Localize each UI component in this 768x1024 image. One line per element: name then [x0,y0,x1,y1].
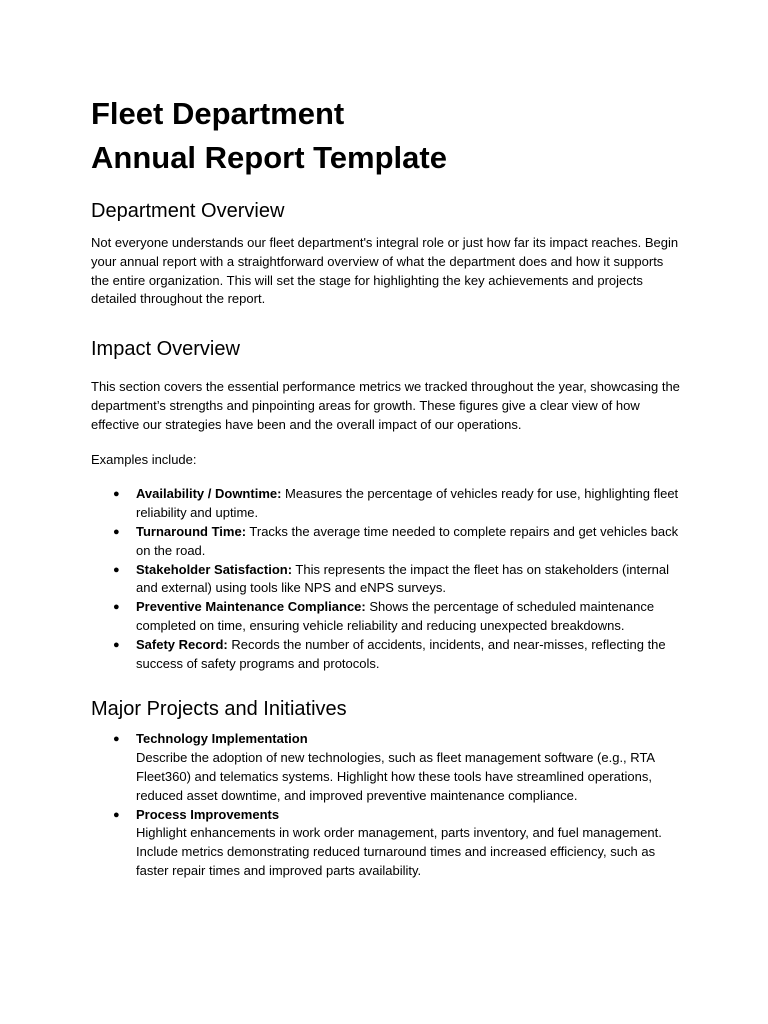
list-item-term: Safety Record: [136,636,228,652]
list-item-term: Stakeholder Satisfaction: [136,561,293,577]
list-item-text: Tracks the average time needed to complete repairs and get vehicles back on the road. [136,523,679,558]
impact-overview-heading: Impact Overview [91,338,240,361]
list-item [91,806,680,881]
bullet-icon: ● [113,733,120,746]
list-item [91,636,680,674]
list-item-term: Preventive Maintenance Compliance: [136,599,366,615]
list-item [91,730,680,805]
list-item-text: This represents the impact the fleet has on stakeholders (internal and external) using tools like NPS and eNPS surveys. [136,561,670,596]
list-item-term: Turnaround Time: [136,523,247,539]
list-item-text: Describe the adoption of new technologies, such as fleet management software (e.g., RTA Fleet360) and telematics systems. Highlight how these tools have streamlined operations, reduced asset downtime, and improved preventive maintenance compliance. [136,750,655,803]
bullet-icon: ● [113,638,120,651]
list-item-term: Technology Implementation [136,731,308,747]
list-item-text: Shows the percentage of scheduled maintenance completed on time, ensuring vehicle reliability and reducing unexpected breakdowns. [136,599,655,633]
list-item [91,561,680,599]
title-line-1: Fleet Department [91,96,345,131]
bullet-icon: ● [113,601,120,614]
list-item [91,598,680,636]
bullet-icon: ● [113,808,120,821]
impact-overview-paragraph: This section covers the essential performance metrics we tracked throughout the year, showcasing the department’s strengths and pinpointing areas for growth. These figures give a clear view of how effective our strategies have been and the overall impact of our operations. [91,379,680,432]
list-item-term: Process Improvements [136,806,280,822]
list-item [91,485,680,523]
list-item [91,523,680,561]
major-projects-heading: Major Projects and Initiatives [91,698,347,721]
bullet-icon: ● [113,525,120,538]
examples-intro: Examples include: [91,451,197,467]
list-item-text: Highlight enhancements in work order management, parts inventory, and fuel management. Include metrics demonstrating reduced turnaround times and increased efficiency, such as faster repair times and improved parts availability. [136,825,662,878]
impact-metrics-list [91,485,680,673]
list-item-term: Availability / Downtime: [136,486,282,502]
list-item-text: Measures the percentage of vehicles ready for use, highlighting fleet reliability and uptime. [136,486,679,521]
department-overview-paragraph: Not everyone understands our fleet department's integral role or just how far its impact reaches. Begin your annual report with a straightforward overview of what the department does and how it supports the entire organization. This will set the stage for highlighting the key achievements and projects detailed throughout the report. [91,235,679,307]
department-overview-heading: Department Overview [91,200,285,222]
document-title [91,92,680,180]
major-projects-list [91,730,680,880]
title-line-2: Annual Report Template [91,140,447,175]
bullet-icon: ● [113,563,120,576]
list-item-text: Records the number of accidents, incidents, and near-misses, reflecting the success of safety programs and protocols. [136,636,666,671]
bullet-icon: ● [113,488,120,501]
